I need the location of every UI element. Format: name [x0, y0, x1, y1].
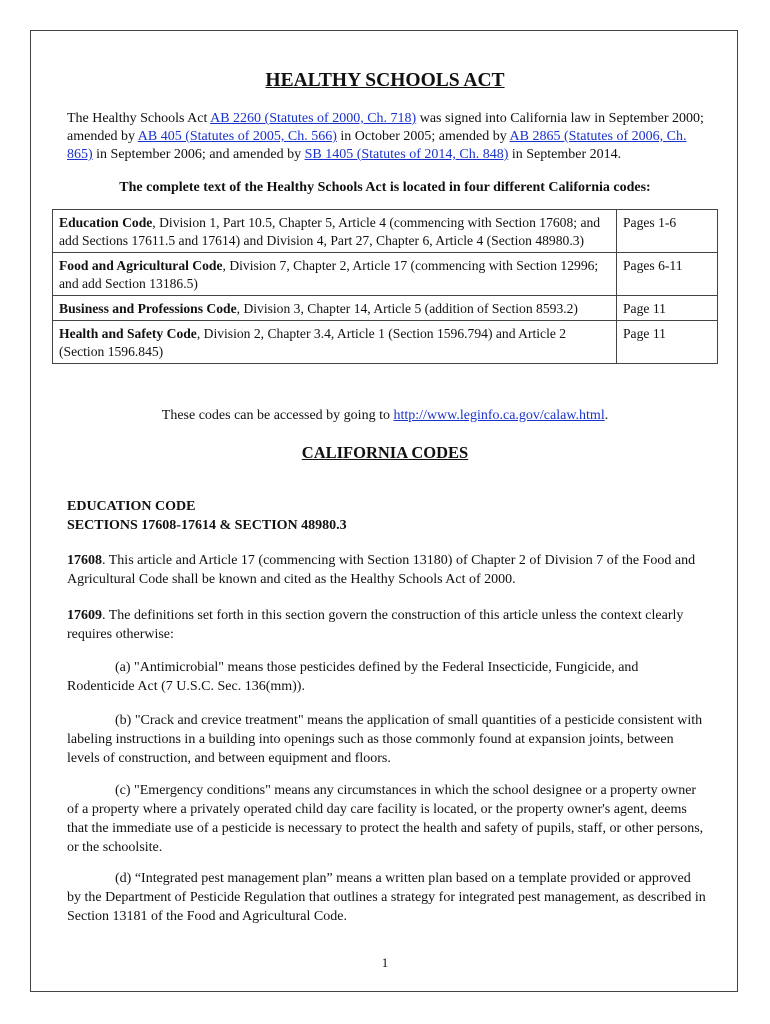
access-text: These codes can be accessed by going to [161, 408, 394, 423]
codes-table [52, 209, 718, 364]
code-description [53, 321, 617, 364]
heading-line: EDUCATION CODE [67, 499, 196, 514]
section-text: . The definitions set forth in this section govern the construction of this article unless the context clearly requires otherwise: [67, 608, 684, 642]
intro-text: was signed into California law in September 2000; amended by [67, 111, 704, 144]
code-pages: Pages 6-11 [617, 253, 718, 296]
access-line [0, 408, 770, 424]
table-row [53, 321, 718, 364]
section-17609 [67, 606, 707, 644]
section-17608 [67, 551, 707, 589]
code-name: Health and Safety Code [59, 326, 197, 341]
intro-text: The Healthy Schools Act [67, 111, 211, 126]
intro-paragraph [67, 110, 707, 164]
ab405-link[interactable]: AB 405 (Statutes of 2005, Ch. 566) [137, 129, 337, 144]
code-name: Education Code [59, 215, 153, 230]
section-text: . This article and Article 17 (commencing with Section 13180) of Chapter 2 of Division 7 of the Food and Agricultural Code shall be known and cited as the Healthy Schools Act of 2000. [67, 553, 696, 587]
code-pages: Page 11 [617, 321, 718, 364]
ab2260-link[interactable]: AB 2260 (Statutes of 2000, Ch. 718) [210, 111, 417, 126]
definition-c: (c) "Emergency conditions" means any circumstances in which the school designee or a property owner of a property where a privately operated child day care facility is located, or the property owner's agent, deems that the immediate use of a pesticide is necessary to protect the health and safety of pupils, staff, or other persons, or the schoolsite. [67, 783, 704, 855]
code-description [53, 296, 617, 321]
access-end: . [604, 408, 609, 423]
code-pages: Page 11 [617, 296, 718, 321]
table-row [53, 296, 718, 321]
code-desc: , Division 3, Chapter 14, Article 5 (addition of Section 8593.2) [236, 301, 578, 316]
section-number: 17609 [67, 608, 102, 623]
table-row [53, 210, 718, 253]
heading-line: SECTIONS 17608-17614 & SECTION 48980.3 [67, 518, 347, 533]
code-name: Business and Professions Code [59, 301, 237, 316]
ab2865-link[interactable]: AB 2865 (Statutes of 2006, Ch. 865) [67, 129, 687, 162]
page-number: 1 [381, 955, 389, 970]
intro-text: in September 2006; and amended by [92, 147, 305, 162]
code-desc: , Division 1, Part 10.5, Chapter 5, Article 4 (commencing with Section 17608; and add Sections 17611.5 and 17614) and Division 4, Part 27, Chapter 6, Article 4 (Section 48980.3) [59, 215, 601, 248]
code-name: Food and Agricultural Code [59, 258, 223, 273]
definition-b: (b) "Crack and crevice treatment" means the application of small quantities of a pesticide consistent with labeling instructions in a building into openings such as those commonly found at expansion joints, between levels of construction, and between equipment and floors. [67, 713, 703, 766]
definition-a: (a) "Antimicrobial" means those pesticides defined by the Federal Insecticide, Fungicide, and Rodenticide Act (7 U.S.C. Sec. 136(mm)). [67, 660, 639, 694]
education-code-heading [67, 497, 707, 535]
section-number: 17608 [67, 553, 102, 568]
leginfo-link[interactable]: http://www.leginfo.ca.gov/calaw.html [393, 408, 605, 423]
code-description [53, 253, 617, 296]
code-pages: Pages 1-6 [617, 210, 718, 253]
table-row [53, 253, 718, 296]
code-desc: , Division 2, Chapter 3.4, Article 1 (Section 1596.794) and Article 2 (Section 1596.845) [59, 326, 567, 359]
codes-lead-text: The complete text of the Healthy Schools Act is located in four different California codes: [119, 180, 651, 195]
california-codes-heading: CALIFORNIA CODES [301, 443, 469, 462]
code-desc: , Division 7, Chapter 2, Article 17 (commencing with Section 12996; and add Section 13186.5) [59, 258, 599, 291]
intro-text: in September 2014. [508, 147, 622, 162]
code-description [53, 210, 617, 253]
intro-text: in October 2005; amended by [336, 129, 510, 144]
sb1405-link[interactable]: SB 1405 (Statutes of 2014, Ch. 848) [304, 147, 509, 162]
definition-d: (d) “Integrated pest management plan” means a written plan based on a template provided or approved by the Department of Pesticide Regulation that outlines a strategy for integrated pest management, as described in Section 13181 of the Food and Agricultural Code. [67, 871, 706, 924]
page-title: HEALTHY SCHOOLS ACT [265, 70, 505, 91]
